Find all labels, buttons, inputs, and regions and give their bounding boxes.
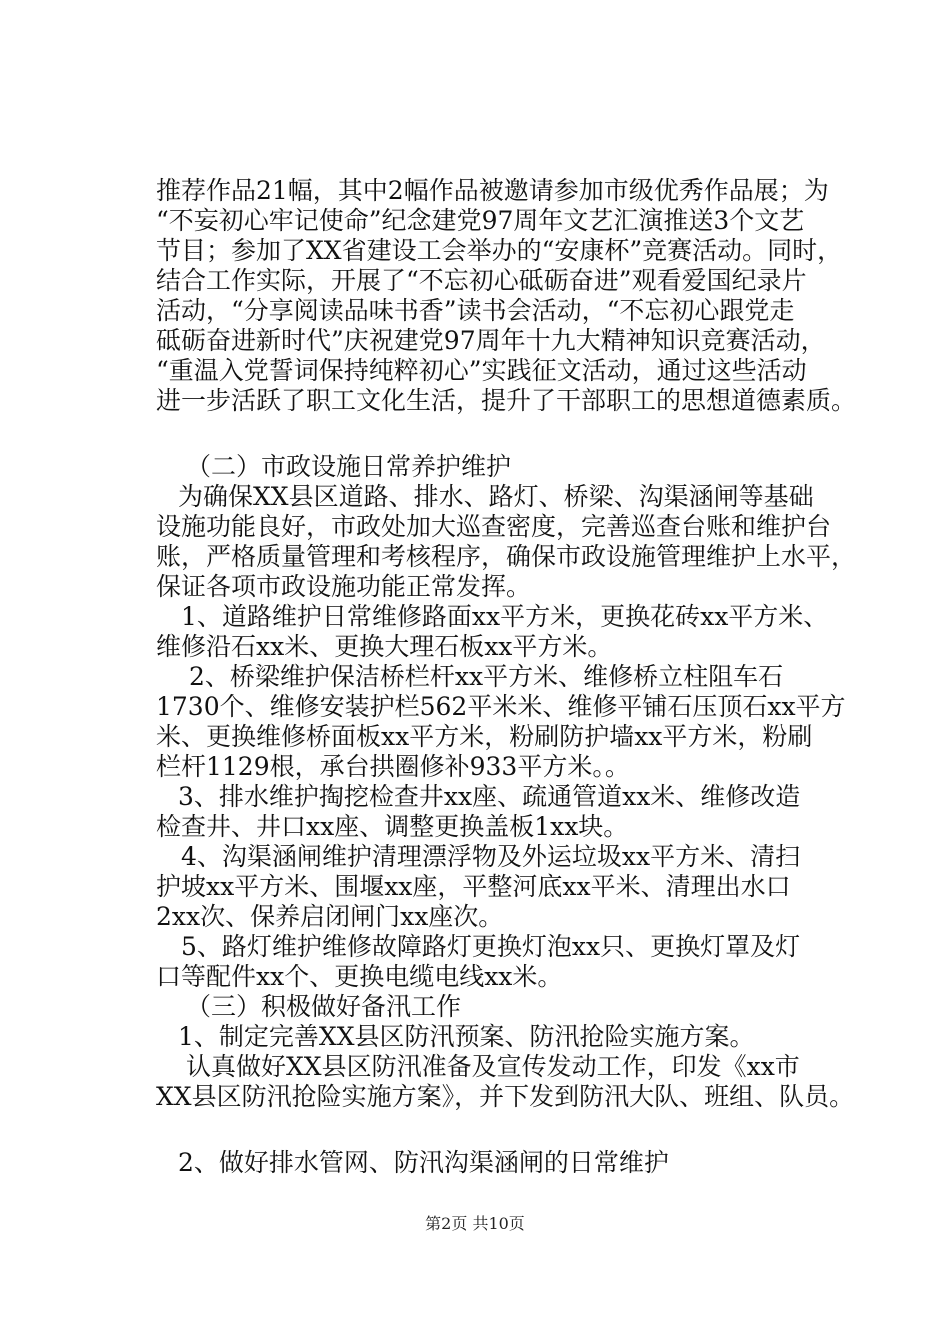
list-item: 2、桥梁维护保洁桥栏杆xx平方米、维修桥立柱阻车石 (189, 662, 784, 691)
paragraph-line: 推荐作品21幅，其中2幅作品被邀请参加市级优秀作品展；为 (156, 176, 829, 205)
paragraph-line: 活动，“分享阅读品味书香”读书会活动，“不忘初心跟党走 (156, 296, 795, 325)
paragraph-line: 认真做好XX县区防汛准备及宣传发动工作，印发《xx市 (186, 1052, 800, 1081)
paragraph-line: 维修沿石xx米、更换大理石板xx平方米。 (156, 632, 613, 661)
list-item: 4、沟渠涵闸维护清理漂浮物及外运垃圾xx平方米、清扫 (181, 842, 801, 871)
paragraph-line: 砥砺奋进新时代”庆祝建党97周年十九大精神知识竞赛活动， (156, 326, 826, 355)
paragraph-line: 口等配件xx个、更换电缆电线xx米。 (156, 962, 563, 991)
paragraph-line: 保证各项市政设施功能正常发挥。 (156, 572, 532, 601)
paragraph-line: 米、更换维修桥面板xx平方米，粉刷防护墙xx平方米，粉刷 (156, 722, 813, 751)
paragraph-line: “重温入党誓词保持纯粹初心”实践征文活动，通过这些活动 (156, 356, 807, 385)
list-item: 3、排水维护掏挖检查井xx座、疏通管道xx米、维修改造 (178, 782, 801, 811)
paragraph-line: 为确保XX县区道路、排水、路灯、桥梁、沟渠涵闸等基础 (178, 482, 814, 511)
paragraph-line: 2xx次、保养启闭闸门xx座次。 (156, 902, 504, 931)
list-item: 5、路灯维护维修故障路灯更换灯泡xx只、更换灯罩及灯 (181, 932, 801, 961)
paragraph-line: 账，严格质量管理和考核程序，确保市政设施管理维护上水平， (156, 542, 857, 571)
page-number: 第2页 共10页 (425, 1214, 525, 1233)
paragraph-line: 进一步活跃了职工文化生活，提升了干部职工的思想道德素质。 (156, 386, 857, 415)
list-item: 1、制定完善XX县区防汛预案、防汛抢险实施方案。 (178, 1022, 755, 1051)
paragraph-line: 1730个、维修安装护栏562平米米、维修平铺石压顶石xx平方 (156, 692, 846, 721)
list-item: 2、做好排水管网、防汛沟渠涵闸的日常维护 (178, 1148, 669, 1177)
paragraph-line: 设施功能良好，市政处加大巡查密度，完善巡查台账和维护台 (156, 512, 832, 541)
paragraph-line: 检查井、井口xx座、调整更换盖板1xx块。 (156, 812, 629, 841)
paragraph-line: 结合工作实际，开展了“不忘初心砥砺奋进”观看爱国纪录片 (156, 266, 807, 295)
paragraph-line: “不妄初心牢记使命”纪念建党97周年文艺汇演推送3个文艺 (156, 206, 805, 235)
paragraph-line: XX县区防汛抢险实施方案》，并下发到防汛大队、班组、队员。 (156, 1082, 855, 1111)
paragraph-line: 栏杆1129根，承台拱圈修补933平方米。。 (156, 752, 630, 781)
list-item: 1、道路维护日常维修路面xx平方米，更换花砖xx平方米、 (181, 602, 829, 631)
paragraph-line: 护坡xx平方米、围堰xx座，平整河底xx平米、清理出水口 (156, 872, 791, 901)
section-heading: （三）积极做好备汛工作 (186, 992, 462, 1021)
section-heading: （二）市政设施日常养护维护 (186, 452, 512, 481)
paragraph-line: 节目；参加了XX省建设工会举办的“安康杯”竞赛活动。同时， (156, 236, 843, 265)
